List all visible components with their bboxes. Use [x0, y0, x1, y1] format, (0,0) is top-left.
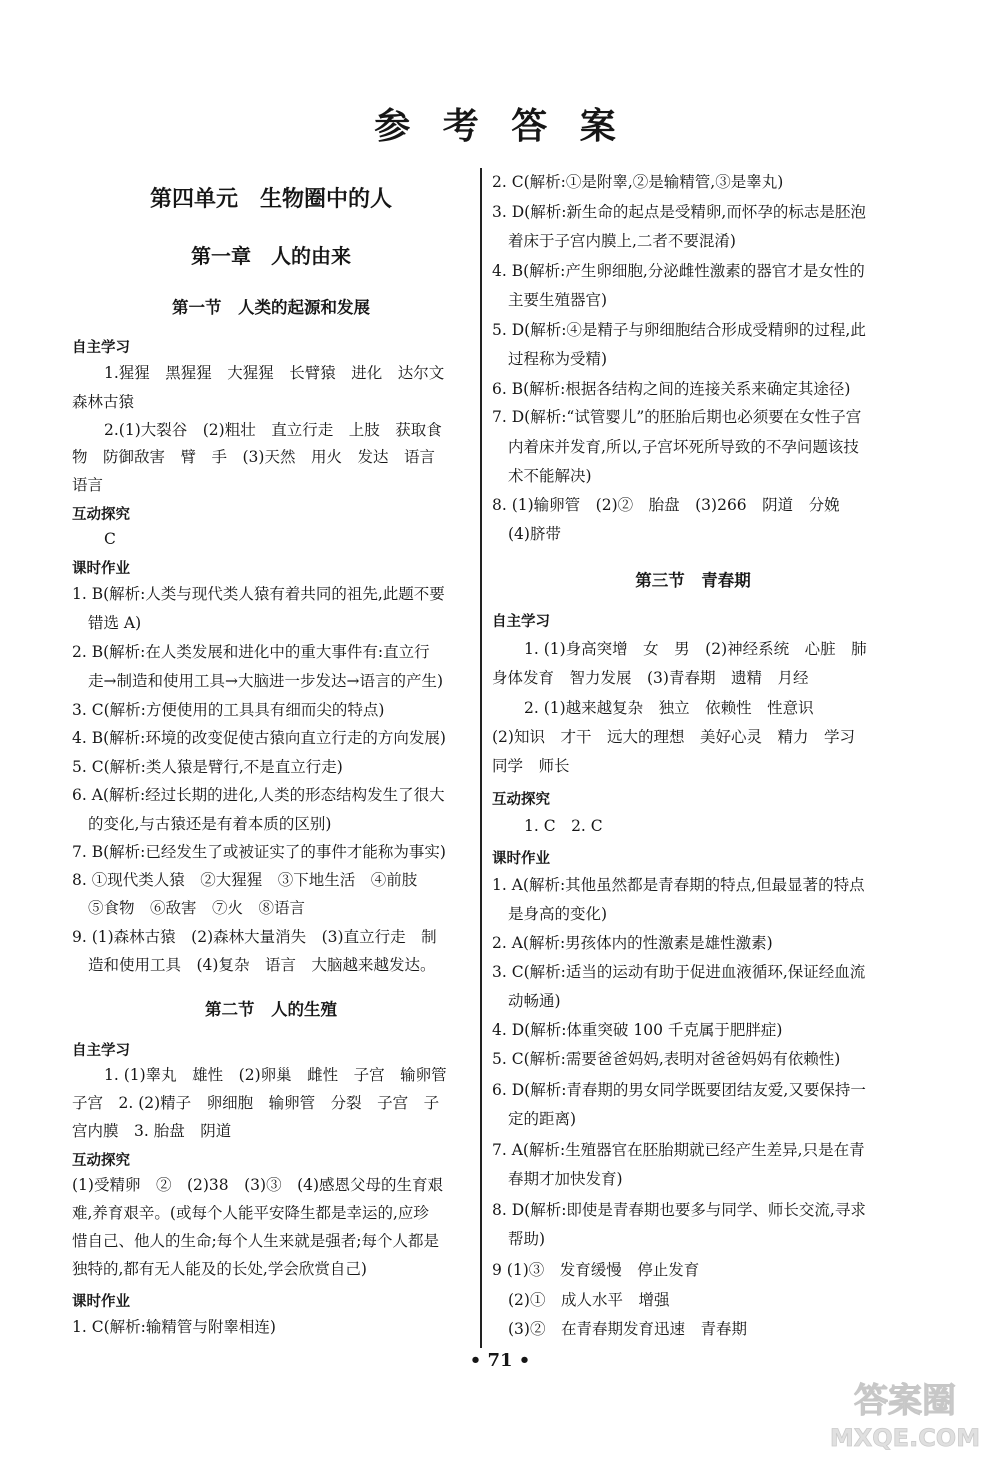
svg-text:MXQE.COM: MXQE.COM [829, 1424, 981, 1452]
text-line: 7. B(解析:已经发生了或被证实了的事件才能称为事实) [72, 843, 446, 861]
text-line: 3. C(解析:方便使用的工具具有细而尖的特点) [72, 701, 385, 719]
text-line: 4. D(解析:体重突破 100 千克属于肥胖症) [492, 1021, 783, 1039]
text-line: C [104, 530, 116, 548]
text-line: 2. B(解析:在人类发展和进化中的重大事件有:直立行 [72, 643, 430, 661]
section-title: 第三节 青春期 [635, 571, 751, 590]
text-line: ⑤食物 ⑥敌害 ⑦火 ⑧语言 [88, 899, 306, 917]
subsection-label: 课时作业 [72, 1294, 130, 1310]
text-line: 7. A(解析:生殖器官在胚胎期就已经产生差异,只是在青 [492, 1141, 865, 1159]
text-line: 1.猩猩 黑猩猩 大猩猩 长臂猿 进化 达尔文 [104, 364, 445, 382]
section-title: 第二节 人的生殖 [205, 1000, 337, 1019]
text-line: 身体发育 智力发展 (3)青春期 遗精 月经 [492, 669, 809, 687]
text-line: 子宫 2. (2)精子 卵细胞 输卵管 分裂 子宫 子 [72, 1094, 440, 1112]
text-line: 2. C(解析:①是附睾,②是输精管,③是睾丸) [492, 173, 784, 191]
text-line: (2)① 成人水平 增强 [508, 1291, 670, 1309]
text-line: 1. A(解析:其他虽然都是青春期的特点,但最显著的特点 [492, 876, 865, 894]
text-line: 2. A(解析:男孩体内的性激素是雄性激素) [492, 934, 773, 952]
text-line: 过程称为受精) [508, 350, 608, 368]
text-line: 独特的,都有无人能及的长处,学会欣赏自己) [72, 1260, 367, 1278]
text-line: 2. (1)越来越复杂 独立 依赖性 性意识 [524, 699, 814, 717]
text-line: 5. C(解析:需要爸爸妈妈,表明对爸爸妈妈有依赖性) [492, 1050, 841, 1068]
text-line: 同学 师长 [492, 757, 570, 775]
text-line: (4)脐带 [508, 525, 561, 543]
svg-text:答案圈: 答案圈 [854, 1381, 956, 1421]
text-line: 1. (1)睾丸 雄性 (2)卵巢 雌性 子宫 输卵管 [104, 1066, 447, 1084]
subsection-label: 自主学习 [492, 614, 550, 630]
text-line: 宫内膜 3. 胎盘 阴道 [72, 1122, 232, 1140]
text-line: 造和使用工具 (4)复杂 语言 大脑越来越发达。 [88, 956, 436, 974]
text-line: 7. D(解析:“试管婴儿”的胚胎后期也必须要在女性子宫 [492, 408, 862, 426]
text-line: 难,养育艰辛。(或每个人能平安降生都是幸运的,应珍 [72, 1204, 429, 1222]
text-line: 是身高的变化) [508, 905, 608, 923]
text-line: 春期才加快发育) [508, 1170, 623, 1188]
subsection-label: 课时作业 [72, 561, 130, 577]
text-line: 语言 [72, 476, 104, 494]
text-line: 的变化,与古猿还是有着本质的区别) [88, 815, 332, 833]
text-line: 内着床并发育,所以,子宫坏死所导致的不孕问题该技 [508, 438, 859, 456]
text-line: 3. D(解析:新生命的起点是受精卵,而怀孕的标志是胚泡 [492, 203, 866, 221]
text-line: 1. C(解析:输精管与附睾相连) [72, 1318, 276, 1336]
text-line: 8. D(解析:即使是青春期也要多与同学、师长交流,寻求 [492, 1201, 866, 1219]
subsection-label: 互动探究 [492, 792, 550, 808]
subsection-label: 自主学习 [72, 1043, 130, 1059]
chapter-title: 第一章 人的由来 [191, 244, 351, 268]
text-line: 术不能解决) [508, 467, 592, 485]
text-line: (3)② 在青春期发育迅速 青春期 [508, 1320, 747, 1338]
text-line: 3. C(解析:适当的运动有助于促进血液循环,保证经血流 [492, 963, 866, 981]
column-divider [480, 168, 482, 1348]
text-line: (2)知识 才干 远大的理想 美好心灵 精力 学习 [492, 728, 855, 746]
text-line: 动畅通) [508, 992, 561, 1010]
text-line: 4. B(解析:产生卵细胞,分泌雌性激素的器官才是女性的 [492, 262, 865, 280]
text-line: 定的距离) [508, 1110, 577, 1128]
text-line: 走→制造和使用工具→大脑进一步发达→语言的产生) [88, 672, 444, 690]
text-line: 物 防御敌害 臂 手 (3)天然 用火 发达 语言 [72, 448, 435, 466]
page-title: 参 考 答 案 [374, 106, 626, 147]
text-line: 9. (1)森林古猿 (2)森林大量消失 (3)直立行走 制 [72, 928, 437, 946]
text-line: 帮助) [508, 1230, 546, 1248]
text-line: 5. C(解析:类人猿是臂行,不是直立行走) [72, 758, 343, 776]
text-line: 9 (1)③ 发育缓慢 停止发育 [492, 1261, 700, 1279]
text-line: 1. C 2. C [524, 817, 603, 835]
section-title: 第一节 人类的起源和发展 [172, 298, 370, 317]
text-line: 6. B(解析:根据各结构之间的连接关系来确定其途径) [492, 380, 851, 398]
text-line: 错选 A) [88, 614, 142, 632]
subsection-label: 互动探究 [72, 507, 130, 523]
text-line: 1. B(解析:人类与现代类人猿有着共同的祖先,此题不要 [72, 585, 445, 603]
text-line: 着床于子宫内膜上,二者不要混淆) [508, 232, 736, 250]
unit-title: 第四单元 生物圈中的人 [149, 187, 392, 212]
text-line: 1. (1)身高突增 女 男 (2)神经系统 心脏 肺 [524, 640, 867, 658]
text-line: 8. (1)输卵管 (2)② 胎盘 (3)266 阴道 分娩 [492, 496, 840, 514]
text-line: 6. D(解析:青春期的男女同学既要团结友爱,又要保持一 [492, 1081, 866, 1099]
subsection-label: 互动探究 [72, 1153, 130, 1169]
text-line: 5. D(解析:④是精子与卵细胞结合形成受精卵的过程,此 [492, 321, 866, 339]
subsection-label: 自主学习 [72, 340, 130, 356]
text-line: 主要生殖器官) [508, 291, 608, 309]
text-line: 6. A(解析:经过长期的进化,人类的形态结构发生了很大 [72, 786, 445, 804]
text-line: 森林古猿 [72, 393, 135, 411]
subsection-label: 课时作业 [492, 851, 550, 867]
watermark-logo [820, 1370, 990, 1454]
text-line: 4. B(解析:环境的改变促使古猿向直立行走的方向发展) [72, 729, 446, 747]
text-line: (1)受精卵 ② (2)38 (3)③ (4)感恩父母的生育艰 [72, 1176, 444, 1194]
text-line: 2.(1)大裂谷 (2)粗壮 直立行走 上肢 获取食 [104, 421, 442, 439]
text-line: 8. ①现代类人猿 ②大猩猩 ③下地生活 ④前肢 [72, 871, 418, 889]
page-number: • 71 • [469, 1350, 531, 1371]
text-line: 惜自己、他人的生命;每个人生来就是强者;每个人都是 [72, 1232, 439, 1250]
